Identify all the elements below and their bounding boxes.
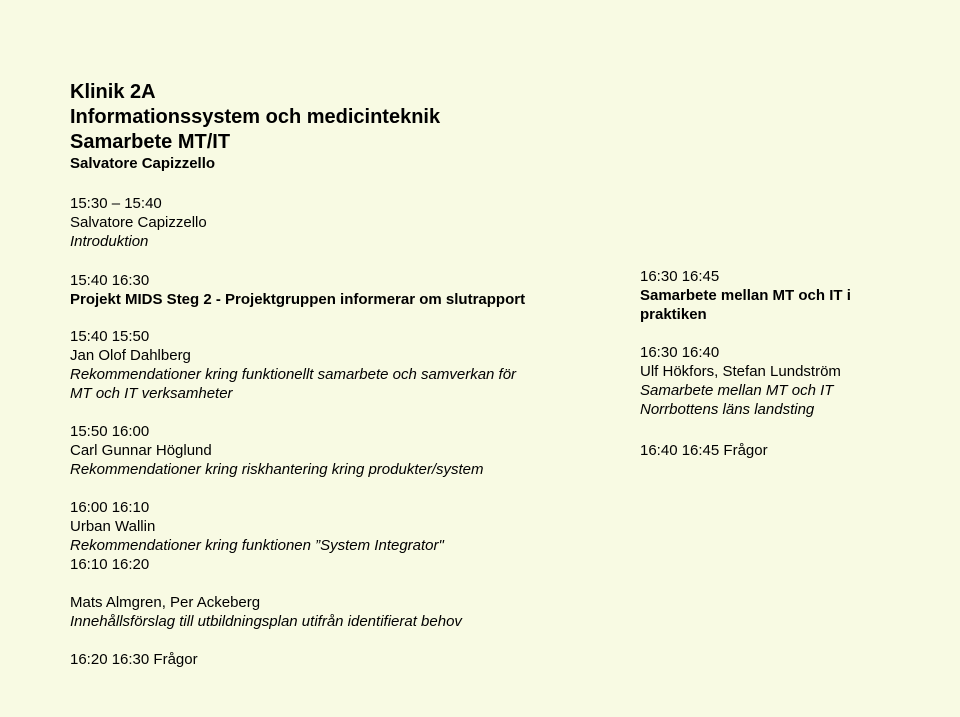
slot-topic: Rekommendationer kring funktionellt samarbete och samverkan för (70, 366, 517, 383)
slot-topic: Rekommendationer kring funktionen ”System Integrator" (70, 537, 444, 554)
slot-topic: Introduktion (70, 233, 149, 250)
slot-topic: Innehållsförslag till utbildningsplan utifrån identifierat behov (70, 613, 462, 630)
slot-time: 16:30 16:45 (640, 268, 720, 285)
slot-questions: 16:40 16:45 Frågor (640, 442, 768, 459)
slot-title: Samarbete mellan MT och IT i (640, 287, 851, 304)
slot-time: 16:00 16:10 (70, 499, 150, 516)
slot-title: praktiken (640, 306, 707, 323)
slot-topic: MT och IT verksamheter (70, 385, 233, 402)
slot-speaker: Urban Wallin (70, 518, 156, 535)
slot-topic: Samarbete mellan MT och IT (640, 382, 834, 399)
session-title: Informationssystem och medicinteknik (70, 106, 441, 128)
session-subtitle: Samarbete MT/IT (70, 131, 231, 153)
slot-questions: 16:20 16:30 Frågor (70, 651, 198, 668)
slot-speaker: Jan Olof Dahlberg (70, 347, 191, 364)
moderator-name: Salvatore Capizzello (70, 155, 216, 172)
slot-speaker: Mats Almgren, Per Ackeberg (70, 594, 261, 611)
slot-time: 15:40 16:30 (70, 272, 150, 289)
slot-time: 15:40 15:50 (70, 328, 150, 345)
slot-time: 16:30 16:40 (640, 344, 720, 361)
slot-time: 16:10 16:20 (70, 556, 150, 573)
slot-time: 15:50 16:00 (70, 423, 150, 440)
slot-time: 15:30 – 15:40 (70, 195, 162, 212)
slot-topic: Rekommendationer kring riskhantering kring produkter/system (70, 461, 484, 478)
slot-topic: Norrbottens läns landsting (640, 401, 815, 418)
slot-speaker: Salvatore Capizzello (70, 214, 207, 231)
clinic-title: Klinik 2A (70, 81, 156, 103)
slot-speaker: Carl Gunnar Höglund (70, 442, 212, 459)
slot-title: Projekt MIDS Steg 2 - Projektgruppen informerar om slutrapport (70, 291, 526, 308)
slot-speaker: Ulf Hökfors, Stefan Lundström (640, 363, 841, 380)
